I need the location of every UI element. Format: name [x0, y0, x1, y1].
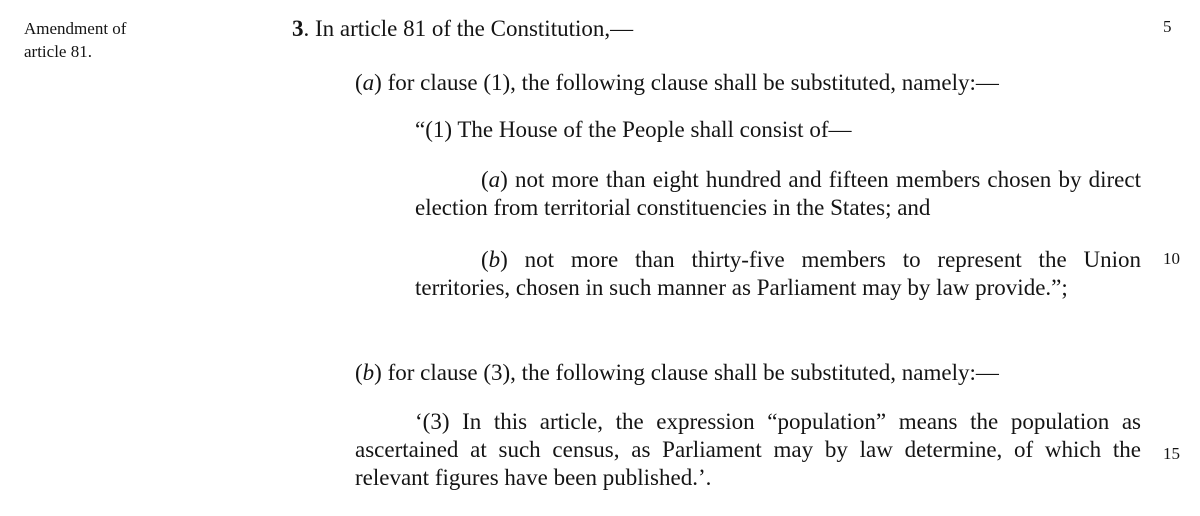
section-number: 3 [292, 16, 304, 41]
sub-clause-b: (b) not more than thirty-five members to represent the Union territories, chosen in such manner as Parliament may by law provide.”; [415, 247, 1141, 300]
sub-clause-a: (a) not more than eight hundred and fifteen members chosen by direct election from territorial constituencies in the States; and [415, 167, 1141, 220]
sub-clause-a-marker: a [488, 167, 501, 192]
clause-a-text: ) for clause (1), the following clause shall be substituted, namely:— [374, 70, 999, 95]
line-number-10: 10 [1163, 249, 1180, 268]
clause-b-marker: b [362, 360, 375, 385]
quote-clause-1 [415, 116, 1145, 144]
margin-note-line-1: Amendment of [24, 19, 127, 38]
section-heading [292, 15, 1132, 43]
clause-a: (a) for clause (1), the following clause shall be substituted, namely:— [355, 70, 999, 95]
margin-note [24, 17, 174, 63]
quote-clause-3 [355, 408, 1141, 492]
clause-b-text: ) for clause (3), the following clause shall be substituted, namely:— [374, 360, 999, 385]
sub-clause-b-text: ) not more than thirty-five members to represent the Union territories, chosen in such manner as Parliament may by law provide.”; [415, 247, 1141, 300]
quote-clause-3-text: ‘(3) In this article, the expression “population” means the population as ascertained at such census, as Parliament may by law determine, of which the relevant figures have been published.’. [355, 409, 1141, 490]
section-heading-text: . In article 81 of the Constitution,— [303, 16, 634, 41]
clause-b: (b) for clause (3), the following clause shall be substituted, namely:— [355, 360, 999, 385]
clause-a-marker: a [362, 70, 375, 95]
line-number-5: 5 [1163, 17, 1172, 36]
line-number-15: 15 [1163, 444, 1180, 463]
quote-clause-1-text: “(1) The House of the People shall consist of— [415, 117, 852, 142]
margin-note-line-2: article 81. [24, 42, 92, 61]
sub-clause-b-marker: b [488, 247, 501, 272]
sub-clause-a-text: ) not more than eight hundred and fifteen members chosen by direct election from territorial constituencies in the States; and [415, 167, 1141, 220]
